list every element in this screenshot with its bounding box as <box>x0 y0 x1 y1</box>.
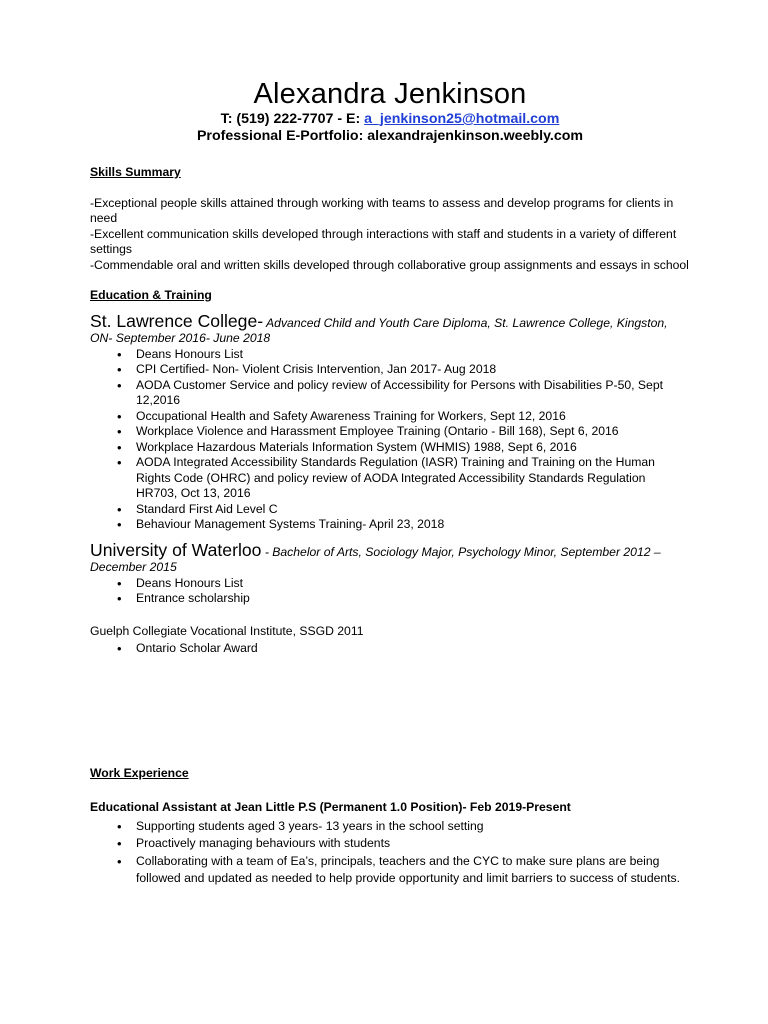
list-item: • Workplace Hazardous Materials Information System (WHMIS) 1988, Sept 6, 2016 <box>136 440 690 456</box>
job-title: Educational Assistant at Jean Little P.S (Permanent 1.0 Position)- Feb 2019-Present <box>90 800 571 814</box>
list-item: • CPI Certified- Non- Violent Crisis Intervention, Jan 2017- Aug 2018 <box>136 362 690 378</box>
list-item: • AODA Integrated Accessibility Standards Regulation (IASR) Training and Training on the Human Rights Code (OHRC) and policy review of AODA Integrated Accessibility Standards Regulation HR703, Oct 13, 2016 <box>136 455 690 502</box>
list-item: • Workplace Violence and Harassment Employee Training (Ontario - Bill 168), Sept 6, 2016 <box>136 424 690 440</box>
phone-text: T: (519) 222-7707 - E: <box>220 111 365 127</box>
skills-heading: Skills Summary <box>90 165 181 179</box>
resume-name: Alexandra Jenkinson <box>253 78 527 110</box>
portfolio-line: Professional E-Portfolio: alexandrajenkinson.weebly.com <box>196 128 584 144</box>
gcvi-entry: Guelph Collegiate Vocational Institute, SSGD 2011 <box>90 623 364 638</box>
list-item: • Behaviour Management Systems Training- April 23, 2018 <box>136 517 690 533</box>
uw-name: University of Waterloo <box>90 539 262 560</box>
list-item: • Standard First Aid Level C <box>136 502 690 518</box>
work-heading: Work Experience <box>90 765 189 780</box>
list-item: • Entrance scholarship <box>136 591 690 607</box>
list-item: • Occupational Health and Safety Awareness Training for Workers, Sept 12, 2016 <box>136 409 690 425</box>
slc-detail: Advanced Child and Youth Care Diploma, St. Lawrence College, Kingston, ON- September 2016- June 2018 <box>90 315 668 345</box>
email-link[interactable]: a_jenkinson25@hotmail.com <box>364 111 560 127</box>
list-item: • Collaborating with a team of Ea’s, principals, teachers and the CYC to make sure plans are being followed and updated as needed to help provide opportunity and limit barriers to success of students. <box>136 853 690 888</box>
list-item: • Ontario Scholar Award <box>136 641 690 657</box>
uw-detail: - Bachelor of Arts, Sociology Major, Psychology Minor, September 2012 – December 2015 <box>90 544 661 574</box>
uw-bullets <box>90 576 690 607</box>
skills-list <box>90 196 690 274</box>
work-bullets <box>90 818 690 888</box>
slc-entry <box>90 310 690 347</box>
contact-line <box>90 111 690 128</box>
skill-item: -Excellent communication skills developed through interactions with staff and students in a variety of different settings <box>90 226 677 256</box>
list-item: • Deans Honours List <box>136 347 690 363</box>
resume-page <box>90 78 690 888</box>
education-heading: Education & Training <box>90 288 212 302</box>
skill-item: -Commendable oral and written skills developed through collaborative group assignments and essays in school <box>90 257 689 272</box>
list-item: • Proactively managing behaviours with students <box>136 835 690 853</box>
slc-name: St. Lawrence College- <box>90 310 264 331</box>
list-item: • Deans Honours List <box>136 576 690 592</box>
skill-item: -Exceptional people skills attained through working with teams to assess and develop programs for clients in need <box>90 195 674 225</box>
slc-bullets <box>90 347 690 533</box>
list-item: • AODA Customer Service and policy review of Accessibility for Persons with Disabilities P-50, Sept 12,2016 <box>136 378 690 409</box>
uw-entry <box>90 539 690 576</box>
list-item: • Supporting students aged 3 years- 13 years in the school setting <box>136 818 690 836</box>
gcvi-bullets <box>90 641 690 657</box>
